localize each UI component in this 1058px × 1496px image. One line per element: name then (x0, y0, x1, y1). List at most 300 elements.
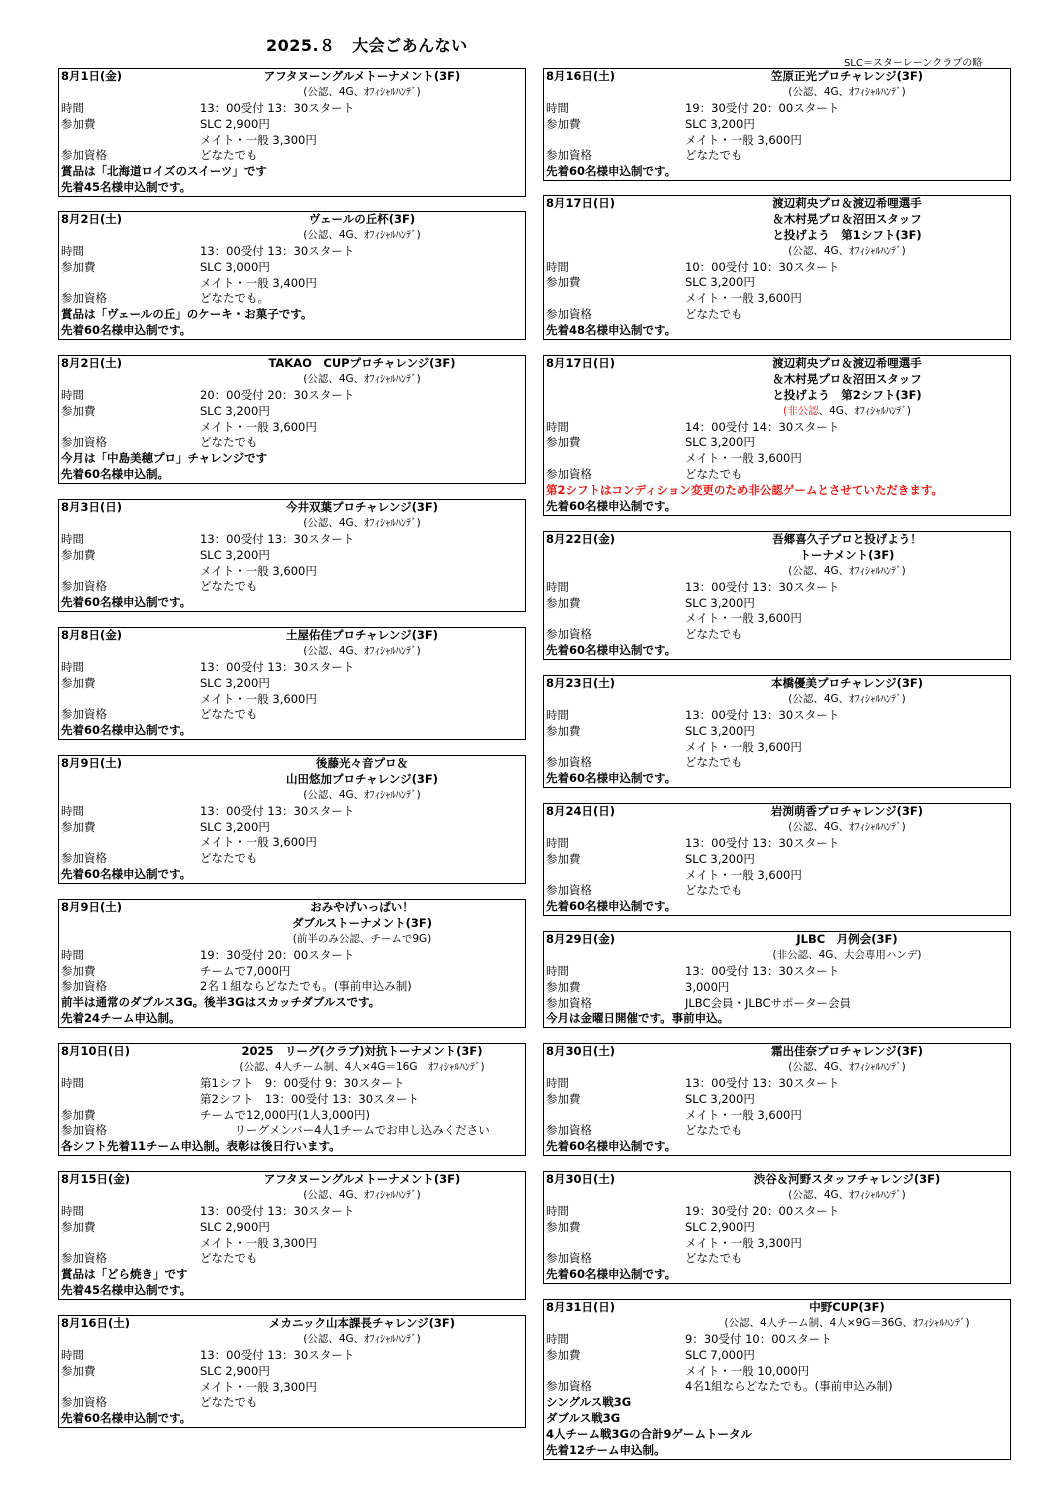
detail-label: 参加資格 (61, 1395, 107, 1410)
detail-value: どなたでも。 (200, 291, 269, 306)
event-title-line (544, 548, 1010, 564)
detail-value: どなたでも (685, 307, 743, 322)
event-title: 渋谷＆河野スタッフチャレンジ(3F) (753, 1172, 941, 1186)
event-detail-row (544, 1364, 1010, 1380)
event-box (543, 531, 1011, 660)
detail-label: 参加費 (546, 723, 581, 738)
detail-label: 参加費 (61, 963, 96, 978)
detail-label: 時間 (546, 259, 569, 274)
event-format-text: (公認、4G、ｵﾌｨｼｬﾙﾊﾝﾃﾞ) (788, 1188, 906, 1201)
detail-value: どなたでも (200, 579, 258, 594)
event-format (544, 564, 1010, 580)
detail-value: どなたでも (685, 148, 743, 163)
detail-value: どなたでも (200, 707, 258, 722)
event-date: 8月3日(日) (61, 500, 123, 514)
detail-value: メイト・一般 3,600円 (685, 739, 802, 754)
detail-label: 参加資格 (546, 1379, 592, 1394)
event-detail-row (59, 964, 525, 980)
detail-value: 19：30受付 20：00スタート (200, 947, 355, 962)
detail-label: 参加費 (61, 259, 96, 274)
event-date: 8月22日(金) (546, 532, 616, 546)
event-format (59, 1060, 525, 1076)
detail-value: メイト・一般 3,600円 (685, 132, 802, 147)
detail-value: SLC 2,900円 (200, 116, 270, 131)
event-detail-row (544, 1348, 1010, 1364)
event-header (59, 500, 525, 516)
event-date: 8月16日(土) (61, 1316, 131, 1330)
detail-label: 参加費 (546, 275, 581, 290)
detail-value: どなたでも (685, 627, 743, 642)
event-detail-row (544, 1108, 1010, 1124)
event-detail-row (59, 564, 525, 580)
event-detail-row (59, 148, 525, 164)
detail-value: SLC 3,200円 (200, 403, 270, 418)
event-detail-row (544, 1076, 1010, 1092)
event-detail-row (59, 1204, 525, 1220)
event-detail-row (544, 420, 1010, 436)
event-title: ヴェールの丘杯(3F) (308, 212, 416, 226)
detail-value: SLC 2,900円 (200, 1363, 270, 1378)
detail-value: 第2シフト 13：00受付 13：30スタート (200, 1091, 420, 1106)
detail-label: 参加費 (546, 435, 581, 450)
detail-value: 13：00受付 13：30スタート (685, 707, 840, 722)
detail-value: メイト・一般 10,000円 (685, 1363, 810, 1378)
detail-label: 参加費 (61, 1107, 96, 1122)
event-note: 先着60名様申込制です。 (61, 323, 192, 338)
event-box (543, 803, 1011, 916)
detail-label: 参加費 (61, 547, 96, 562)
event-detail-row (544, 883, 1010, 899)
event-note: 4人チーム戦3Gの合計9ゲームトータル (546, 1427, 752, 1442)
detail-value: どなたでも (200, 1251, 258, 1266)
detail-value: SLC 3,200円 (685, 116, 755, 131)
detail-value: 10：00受付 10：30スタート (685, 259, 840, 274)
event-date: 8月17日(日) (546, 356, 616, 370)
event-format (544, 85, 1010, 101)
event-format (59, 644, 525, 660)
detail-label: 時間 (546, 835, 569, 850)
detail-label: 参加費 (546, 851, 581, 866)
event-note: 今月は金曜日開催です。事前申込。 (546, 1011, 730, 1026)
detail-value: メイト・一般 3,600円 (200, 419, 317, 434)
detail-value: 13：00受付 13：30スタート (200, 1347, 355, 1362)
event-format-text: (公認、4G、ｵﾌｨｼｬﾙﾊﾝﾃﾞ) (303, 85, 421, 98)
detail-label: 参加資格 (61, 707, 107, 722)
detail-label: 参加費 (61, 1363, 96, 1378)
event-detail-row (59, 1364, 525, 1380)
event-detail-row (59, 532, 525, 548)
event-date: 8月31日(日) (546, 1300, 616, 1314)
event-detail-row (544, 980, 1010, 996)
detail-label: 時間 (61, 1203, 84, 1218)
event-detail-row (59, 260, 525, 276)
detail-value: SLC 3,200円 (685, 275, 755, 290)
detail-label: 参加資格 (61, 148, 107, 163)
detail-label: 参加費 (61, 819, 96, 834)
detail-label: 時間 (546, 419, 569, 434)
event-note: 賞品は「北海道ロイズのスイーツ」です (61, 164, 267, 179)
event-box (58, 755, 526, 884)
unofficial-label: (非公認 (782, 404, 819, 417)
detail-value: どなたでも (200, 148, 258, 163)
detail-value: SLC 2,900円 (685, 1219, 755, 1234)
event-title: 霜出佳奈プロチャレンジ(3F) (771, 1044, 923, 1058)
event-title-line (59, 772, 525, 788)
event-detail-row (544, 740, 1010, 756)
detail-label: 時間 (61, 531, 84, 546)
abbreviation-note: SLC＝スターレーンクラブの略 (844, 58, 983, 69)
event-header (544, 1044, 1010, 1060)
detail-value: 3,000円 (685, 979, 730, 994)
event-format (59, 788, 525, 804)
event-box (58, 355, 526, 484)
event-format (544, 692, 1010, 708)
event-date: 8月8日(金) (61, 628, 123, 642)
event-format-text: (公認、4G、ｵﾌｨｼｬﾙﾊﾝﾃﾞ) (788, 1060, 906, 1073)
event-format (544, 948, 1010, 964)
event-detail-row (59, 388, 525, 404)
detail-value: SLC 3,200円 (685, 851, 755, 866)
detail-value: メイト・一般 3,600円 (200, 563, 317, 578)
event-box (58, 1315, 526, 1428)
detail-value: メイト・一般 3,600円 (685, 451, 802, 466)
event-note: 先着48名様申込制です。 (546, 323, 677, 338)
detail-label: 参加資格 (546, 883, 592, 898)
event-detail-row (544, 964, 1010, 980)
event-title: 渡辺莉央プロ＆渡辺希哩選手 (772, 356, 922, 370)
detail-label: 時間 (546, 1331, 569, 1346)
detail-label: 参加資格 (546, 148, 592, 163)
event-header (59, 1044, 525, 1060)
detail-label: 参加費 (61, 403, 96, 418)
event-header (544, 532, 1010, 548)
detail-value: SLC 2,900円 (200, 1219, 270, 1234)
detail-value: リーグメンバー4人1チームでお申し込みください (200, 1123, 490, 1138)
event-note: 先着60名様申込制です。 (546, 499, 677, 514)
event-detail-row (59, 660, 525, 676)
event-header (59, 900, 525, 916)
event-detail-row (59, 979, 525, 995)
event-date: 8月9日(土) (61, 756, 123, 770)
event-detail-row (544, 307, 1010, 323)
event-detail-row (544, 836, 1010, 852)
event-format (59, 228, 525, 244)
event-detail-row (544, 868, 1010, 884)
event-title: 後藤光々音プロ＆ (316, 756, 408, 770)
detail-label: 時間 (546, 1203, 569, 1218)
event-title: トーナメント(3F) (799, 547, 895, 562)
event-format (544, 1188, 1010, 1204)
detail-label: 参加資格 (546, 1251, 592, 1266)
event-note: ダブルス戦3G (546, 1411, 621, 1426)
event-detail-row (59, 851, 525, 867)
event-detail-row (544, 1379, 1010, 1395)
event-detail-row (59, 1108, 525, 1124)
detail-value: メイト・一般 3,300円 (200, 132, 317, 147)
event-box (58, 499, 526, 612)
detail-value: 4名1組ならどなたでも。(事前申込み制) (685, 1379, 893, 1394)
detail-label: 参加資格 (546, 755, 592, 770)
event-title: 本橋優美プロチャレンジ(3F) (771, 676, 923, 690)
event-format-text (684, 404, 1010, 420)
detail-value: SLC 7,000円 (685, 1347, 755, 1362)
event-box (58, 211, 526, 340)
event-format-text: (公認、4G、ｵﾌｨｼｬﾙﾊﾝﾃﾞ) (788, 820, 906, 833)
event-detail-row (59, 101, 525, 117)
event-box (543, 1171, 1011, 1284)
event-format-text: (公認、4G、ｵﾌｨｼｬﾙﾊﾝﾃﾞ) (303, 372, 421, 385)
detail-value: 13：00受付 13：30スタート (200, 100, 355, 115)
page-title: 2025.８ 大会ごあんない (266, 36, 468, 55)
event-detail-row (59, 1123, 525, 1139)
event-title: ＆木村晃プロ＆沼田スタッフ (772, 371, 922, 386)
event-date: 8月15日(金) (61, 1172, 131, 1186)
event-format (544, 404, 1010, 420)
event-header (59, 1172, 525, 1188)
detail-label: 参加資格 (546, 1123, 592, 1138)
event-detail-row (544, 451, 1010, 467)
detail-label: 参加資格 (61, 1123, 107, 1138)
detail-label: 時間 (61, 1075, 84, 1090)
event-detail-row (59, 707, 525, 723)
event-title: 渡辺莉央プロ＆渡辺希哩選手 (772, 196, 922, 210)
event-detail-row (59, 133, 525, 149)
detail-label: 参加資格 (61, 435, 107, 450)
event-detail-row (59, 692, 525, 708)
event-title: JLBC 月例会(3F) (796, 932, 898, 946)
event-header (59, 212, 525, 228)
event-detail-row (59, 1395, 525, 1411)
event-detail-row (544, 724, 1010, 740)
detail-value: 13：00受付 13：30スタート (200, 1203, 355, 1218)
event-detail-row (544, 596, 1010, 612)
event-title: 山田悠加プロチャレンジ(3F) (286, 771, 438, 786)
event-box (58, 68, 526, 197)
event-box (543, 1043, 1011, 1156)
event-box (543, 675, 1011, 788)
detail-value: どなたでも (685, 755, 743, 770)
event-note: 先着60名様申込制です。 (546, 771, 677, 786)
event-header (544, 804, 1010, 820)
detail-label: 参加資格 (546, 627, 592, 642)
detail-value: チームで7,000円 (200, 963, 291, 978)
detail-label: 時間 (61, 803, 84, 818)
detail-label: 時間 (61, 243, 84, 258)
event-date: 8月16日(土) (546, 69, 616, 83)
detail-value: SLC 3,200円 (200, 547, 270, 562)
detail-label: 時間 (546, 963, 569, 978)
event-format-text: (非公認、4G、大会専用ハンデ) (772, 948, 922, 961)
detail-label: 参加資格 (61, 291, 107, 306)
event-title: アフタヌーングルメトーナメント(3F) (263, 1172, 461, 1186)
event-date: 8月24日(日) (546, 804, 616, 818)
event-title: 土屋佑佳プロチャレンジ(3F) (286, 628, 438, 642)
event-title-line (544, 388, 1010, 404)
event-header (59, 69, 525, 85)
detail-label: 時間 (546, 1075, 569, 1090)
event-header (544, 1300, 1010, 1316)
event-note: 先着60名様申込制です。 (61, 595, 192, 610)
event-note: 先着60名様申込制です。 (546, 1139, 677, 1154)
event-note: 先着60名様申込制です。 (546, 899, 677, 914)
detail-value: どなたでも (685, 883, 743, 898)
event-title: 中野CUP(3F) (809, 1300, 885, 1314)
detail-label: 参加費 (61, 1219, 96, 1234)
event-note: 賞品は「ヴェールの丘」のケーキ・お菓子です。 (61, 307, 313, 322)
event-detail-row (59, 548, 525, 564)
event-detail-row (544, 148, 1010, 164)
event-box (543, 195, 1011, 340)
event-title: 2025 リーグ(クラブ)対抗トーナメント(3F) (241, 1044, 483, 1058)
event-format-text: (公認、4G、ｵﾌｨｼｬﾙﾊﾝﾃﾞ) (788, 244, 906, 257)
event-date: 8月29日(金) (546, 932, 616, 946)
detail-label: 参加資格 (546, 307, 592, 322)
event-detail-row (59, 948, 525, 964)
event-title: ＆木村晃プロ＆沼田スタッフ (772, 211, 922, 226)
detail-value: 2名１組ならどなたでも。(事前申込み制) (200, 979, 412, 994)
event-format (59, 1332, 525, 1348)
event-title: おみやげいっぱい！ (310, 900, 414, 914)
detail-label: 参加費 (546, 979, 581, 994)
detail-value: メイト・一般 3,300円 (685, 1235, 802, 1250)
detail-value: SLC 3,200円 (200, 819, 270, 834)
event-note: 先着60名様申込制です。 (61, 1411, 192, 1426)
detail-value: どなたでも (685, 1251, 743, 1266)
detail-value: SLC 3,200円 (685, 435, 755, 450)
event-note: 先着45名様申込制です。 (61, 1283, 192, 1298)
detail-value: メイト・一般 3,600円 (685, 611, 802, 626)
event-note: 先着60名様申込制です。 (546, 164, 677, 179)
event-detail-row (59, 276, 525, 292)
detail-label: 参加資格 (546, 995, 592, 1010)
detail-label: 参加資格 (61, 579, 107, 594)
event-header (544, 1172, 1010, 1188)
detail-value: 19：30受付 20：00スタート (685, 1203, 840, 1218)
event-detail-row (544, 580, 1010, 596)
event-title: と投げよう 第1シフト(3F) (772, 227, 922, 242)
event-title-line (544, 228, 1010, 244)
event-detail-row (59, 1092, 525, 1108)
event-title: と投げよう 第2シフト(3F) (772, 387, 922, 402)
event-note: シングルス戦3G (546, 1395, 632, 1410)
detail-label: 時間 (61, 1347, 84, 1362)
event-note: 先着60名様申込制です。 (546, 1267, 677, 1282)
event-title-line (59, 916, 525, 932)
event-format (59, 85, 525, 101)
detail-value: どなたでも (200, 435, 258, 450)
detail-label: 参加資格 (61, 1251, 107, 1266)
detail-label: 参加費 (546, 595, 581, 610)
detail-label: 参加資格 (546, 467, 592, 482)
event-box (58, 899, 526, 1028)
event-date: 8月17日(日) (546, 196, 616, 210)
event-note: 先着60名様申込制です。 (61, 723, 192, 738)
detail-label: 参加資格 (61, 851, 107, 866)
detail-value: 13：00受付 13：30スタート (200, 659, 355, 674)
detail-value: 13：00受付 13：30スタート (200, 243, 355, 258)
event-box (58, 1043, 526, 1156)
event-detail-row (544, 467, 1010, 483)
event-detail-row (544, 291, 1010, 307)
detail-value: SLC 3,200円 (200, 675, 270, 690)
event-detail-row (544, 260, 1010, 276)
event-format (59, 372, 525, 388)
event-format-rest: 、4G、ｵﾌｨｼｬﾙﾊﾝﾃﾞ) (818, 404, 912, 417)
detail-value: メイト・一般 3,600円 (685, 867, 802, 882)
event-format-text: (公認、4G、ｵﾌｨｼｬﾙﾊﾝﾃﾞ) (303, 1332, 421, 1345)
event-format-text: (公認、4G、ｵﾌｨｼｬﾙﾊﾝﾃﾞ) (788, 564, 906, 577)
detail-value: 14：00受付 14：30スタート (685, 419, 840, 434)
event-date: 8月10日(日) (61, 1044, 131, 1058)
event-note: 先着24チーム申込制。 (61, 1011, 181, 1026)
event-detail-row (544, 996, 1010, 1012)
detail-value: SLC 3,200円 (685, 723, 755, 738)
event-detail-row (59, 579, 525, 595)
event-detail-row (59, 1348, 525, 1364)
event-box (58, 1171, 526, 1300)
detail-label: 時間 (61, 100, 84, 115)
detail-value: 20：00受付 20：30スタート (200, 387, 355, 402)
event-title: メカニック山本課長チャレンジ(3F) (269, 1316, 455, 1330)
event-format-text: (公認、4G、ｵﾌｨｼｬﾙﾊﾝﾃﾞ) (303, 1188, 421, 1201)
detail-value: 13：00受付 13：30スタート (685, 579, 840, 594)
event-title-line (544, 372, 1010, 388)
event-header (544, 356, 1010, 372)
event-format-text: (前半のみ公認、チームで9G) (292, 932, 432, 945)
event-detail-row (544, 1236, 1010, 1252)
event-detail-row (59, 1076, 525, 1092)
event-note: 先着12チーム申込制。 (546, 1443, 666, 1458)
event-detail-row (544, 101, 1010, 117)
event-date: 8月1日(金) (61, 69, 123, 83)
detail-value: SLC 3,000円 (200, 259, 270, 274)
detail-value: 13：00受付 13：30スタート (685, 1075, 840, 1090)
event-format-text: (公認、4G、ｵﾌｨｼｬﾙﾊﾝﾃﾞ) (788, 692, 906, 705)
event-note: 先着60名様申込制です。 (546, 643, 677, 658)
event-detail-row (544, 1204, 1010, 1220)
event-detail-row (544, 708, 1010, 724)
detail-label: 参加費 (546, 1091, 581, 1106)
event-date: 8月2日(土) (61, 212, 123, 226)
detail-value: メイト・一般 3,600円 (685, 1107, 802, 1122)
detail-value: JLBC会員・JLBCサポーター会員 (685, 995, 852, 1010)
event-note: 各シフト先着11チーム申込制。表彰は後日行います。 (61, 1139, 341, 1154)
event-detail-row (59, 1220, 525, 1236)
event-format (59, 1188, 525, 1204)
event-box (58, 627, 526, 740)
detail-label: 参加費 (546, 1347, 581, 1362)
event-detail-row (544, 627, 1010, 643)
event-title: 今井双葉プロチャレンジ(3F) (286, 500, 438, 514)
event-title: ダブルストーナメント(3F) (291, 915, 433, 930)
detail-value: メイト・一般 3,600円 (200, 835, 317, 850)
event-format (544, 1316, 1010, 1332)
detail-value: メイト・一般 3,300円 (200, 1379, 317, 1394)
event-date: 8月23日(土) (546, 676, 616, 690)
event-header (59, 356, 525, 372)
event-detail-row (59, 244, 525, 260)
event-title: アフタヌーングルメトーナメント(3F) (263, 69, 461, 83)
event-header (59, 756, 525, 772)
event-note: 先着60名様申込制。 (61, 467, 170, 482)
event-detail-row (59, 1236, 525, 1252)
event-header (544, 932, 1010, 948)
event-format (59, 932, 525, 948)
event-detail-row (59, 435, 525, 451)
event-detail-row (544, 133, 1010, 149)
event-title-line (544, 212, 1010, 228)
event-title: 笠原正光プロチャレンジ(3F) (771, 69, 923, 83)
